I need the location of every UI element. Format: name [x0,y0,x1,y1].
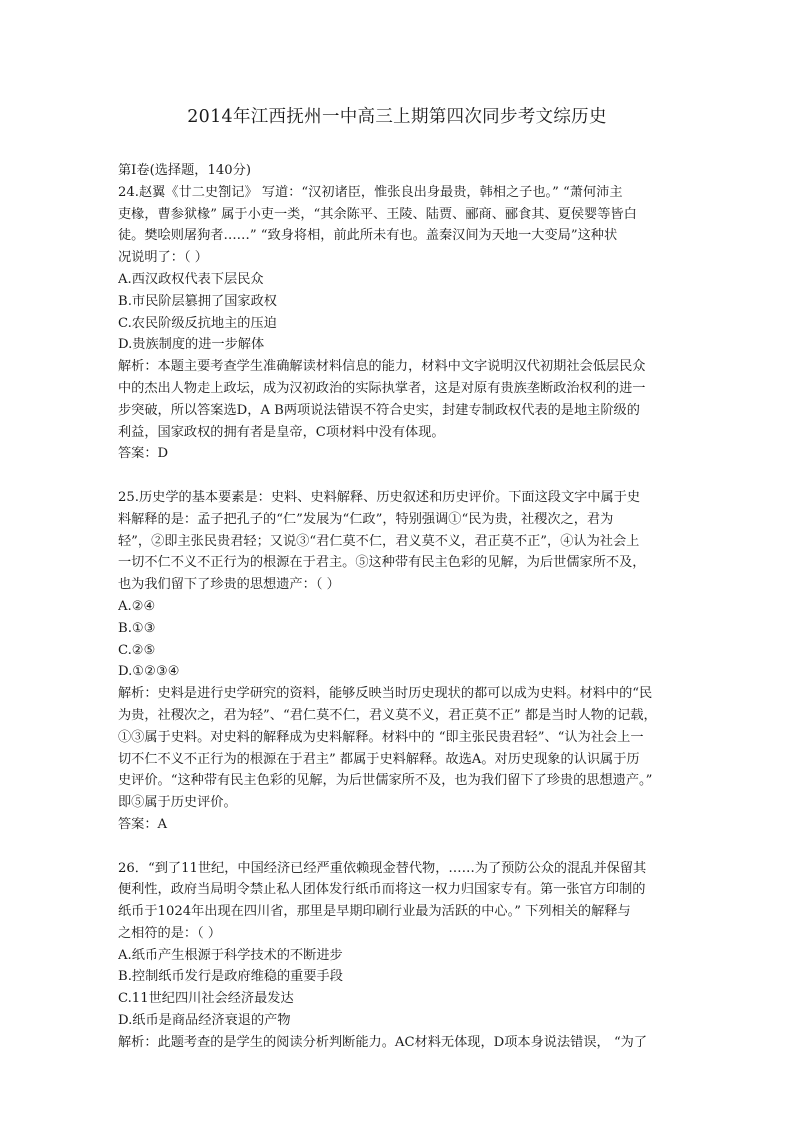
spacer [118,465,684,487]
question-26 [118,858,684,1054]
question-stem-line: 26．“到了11世纪，中国经济已经严重依赖现金替代物，……为了预防公众的混乱并保留其 [118,860,647,876]
spacer [118,836,684,858]
analysis-line: 解析：本题主要考查学生准确解读材料信息的能力，材料中文字说明汉代初期社会低层民众 [118,359,646,375]
option-d: D.贵族制度的进一步解体 [118,337,265,353]
question-stem-line: 25.历史学的基本要素是：史料、史料解释、历史叙述和历史评价。下面这段文字中属于史 [118,489,641,505]
option-c: C.②⑤ [118,642,156,658]
question-stem-line: 纸币于1024年出现在四川省，那里是早期印刷行业最为活跃的中心。” 下列相关的解释与 [118,904,631,920]
section-header: 第Ⅰ卷(选择题，140分) [118,163,251,178]
analysis-line: 中的杰出人物走上政坛，成为汉初政治的实际执掌者，这是对原有贵族垄断政治权利的进一 [118,380,646,396]
option-d: D.纸币是商品经济衰退的产物 [118,1013,291,1029]
analysis-line: 史评价。“这种带有民主色彩的见解，为后世儒家所不及，也为我们留下了珍贵的思想遗产。” [118,773,653,789]
answer-line: 答案：A [118,816,168,832]
question-stem-line: 吏椽，曹参狱椽” 属于小吏一类，“其余陈平、王陵、陆贾、郦商、郦食其、夏侯婴等皆白 [118,206,637,222]
question-stem-line: 24.赵翼《廿二史劄记》 写道：“汉初诸臣，惟张良出身最贵，韩相之子也。” “萧何沛主 [118,184,623,200]
analysis-line: 解析：史料是进行史学研究的资料，能够反映当时历史现状的都可以成为史料。材料中的“民 [118,686,653,702]
option-b: B.①③ [118,620,156,636]
analysis-line: 即⑤属于历史评价。 [118,795,237,811]
question-stem-line: 也为我们留下了珍贵的思想遗产：（ ） [118,577,340,593]
page-title: 2014年江西抚州一中高三上期第四次同步考文综历史 [187,107,607,127]
analysis-line: 为贵，社稷次之，君为轻”、“君仁莫不仁，君义莫不义，君正莫不正” 都是当时人物的记载， [118,707,657,723]
answer-line: 答案：D [118,446,169,462]
analysis-line: 切不仁不义不正行为的根源在于君主” 都属于史料解释。故选A。对历史现象的认识属于历 [118,751,640,767]
question-stem-line: 一切不仁不义不正行为的根源在于君主。⑤这种带有民主色彩的见解，为后世儒家所不及， [118,555,646,571]
option-b: B.市民阶层篡拥了国家政权 [118,293,277,309]
option-c: C.农民阶级反抗地主的压迫 [118,315,277,331]
question-stem-line: 况说明了：（ ） [118,250,208,266]
analysis-line: ①③属于史料。对史料的解释成为史料解释。材料中的 “即主张民贵君轻”、“认为社会上一 [118,729,644,745]
question-25 [118,487,684,836]
option-a: A.②④ [118,598,156,614]
question-stem-line: 料解释的是：孟子把孔子的“仁”发展为“仁政”，特别强调①“民为贵，社稷次之，君为 [118,511,614,527]
analysis-line: 步突破，所以答案选D，A B两项说法错误不符合史实，封建专制政权代表的是地主阶级的 [118,402,640,418]
option-a: A.西汉政权代表下层民众 [118,271,264,287]
option-a: A.纸币产生根源于科学技术的不断进步 [118,947,343,963]
document-body [118,160,684,1054]
option-d: D.①②③④ [118,664,180,680]
question-stem-line: 之相符的是：（ ） [118,925,222,941]
option-b: B.控制纸币发行是政府维稳的重要手段 [118,969,343,985]
question-stem-line: 轻”，②即主张民贵君轻；又说③“君仁莫不仁，君义莫不义，君正莫不正”，④认为社会上 [118,533,640,549]
question-stem-line: 便利性，政府当局明令禁止私人团体发行纸币而将这一权力归国家专有。第一张官方印制的 [118,882,646,898]
question-stem-line: 徒。樊哙则屠狗者……” “致身将相，前此所未有也。盖秦汉间为天地一大变局”这种状 [118,228,618,244]
option-c: C.11世纪四川社会经济最发达 [118,991,294,1007]
question-24 [118,182,684,465]
analysis-line: 解析：此题考查的是学生的阅读分析判断能力。AC材料无体现，D项本身说法错误， “为了 [118,1034,648,1050]
analysis-line: 利益，国家政权的拥有者是皇帝，C项材料中没有体现。 [118,424,445,440]
